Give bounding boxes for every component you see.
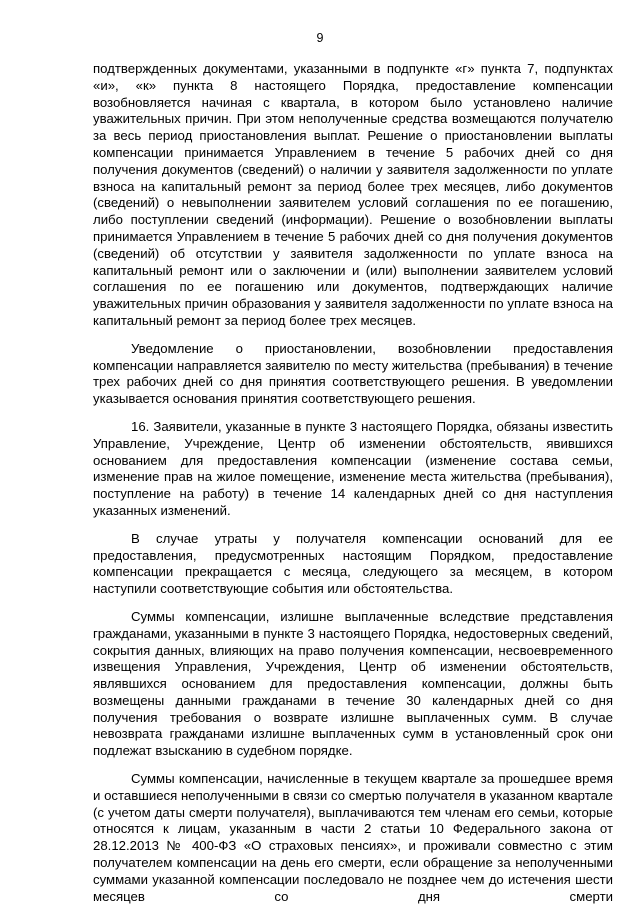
document-body [93, 61, 613, 905]
paragraph-termination: В случае утраты у получателя компенсации оснований для ее предоставления, предусмотренных настоящим Порядком, предоставление компенсации прекращается с месяца, следующего за месяцем, в котором наступили соответствующие события или обстоятельства. [93, 530, 613, 597]
paragraph-overpayment: Суммы компенсации, излишне выплаченные вследствие представления гражданами, указанными в пункте 3 настоящего Порядка, недостоверных сведений, сокрытия данных, влияющих на право получения компенсации, несвоевременного извещения Управления, Учреждения, Центр об изменении обстоятельств, являвшихся основанием для предоставления компенсации, должны быть возмещены данными гражданами в течение 30 календарных дней со дня получения требования о возврате излишне выплаченных сумм. В случае невозврата гражданами излишне выплаченных сумм в установленный срок они подлежат взысканию в судебном порядке. [93, 608, 613, 759]
paragraph-continuation: подтвержденных документами, указанными в подпункте «г» пункта 7, подпунктах «и», «к» пункта 8 настоящего Порядка, предоставление компенсации возобновляется начиная с квартала, в котором было установлено наличие уважительных причин. При этом неполученные средства возмещаются получателю за весь период приостановления выплат. Решение о приостановлении выплаты компенсации принимается Управлением в течение 5 рабочих дней со дня получения документов (сведений) о наличии у заявителя задолженности по уплате взноса на капитальный ремонт за период более трех месяцев, либо документов (сведений) о невыполнении заявителем условий соглашения по ее погашению, либо поступлении сведений (информации). Решение о возобновлении выплаты принимается Управлением в течение 5 рабочих дней со дня получения документов (сведений) об отсутствии у заявителя задолженности по уплате взноса на капитальный ремонт или о заключении и (или) выполнении заявителем условий соглашения по ее погашению или документов, подтверждающих наличие уважительных причин образования у заявителя задолженности по уплате взноса на капитальный ремонт за период более трех месяцев. [93, 61, 613, 328]
paragraph-clause-16: 16. Заявители, указанные в пункте 3 настоящего Порядка, обязаны известить Управление, Учреждение, Центр об изменении обстоятельств, явившихся основанием для предоставления компенсации (изменение состава семьи, изменение прав на жилое помещение, изменение места жительства (пребывания), поступление на работу) в течение 14 календарных дней со дня наступления указанных изменений. [93, 418, 613, 518]
paragraph-notification: Уведомление о приостановлении, возобновлении предоставления компенсации направляется заявителю по месту жительства (пребывания) в течение трех рабочих дней со дня принятия соответствующего решения. В уведомлении указывается основания принятия соответствующего решения. [93, 340, 613, 407]
paragraph-death-payment: Суммы компенсации, начисленные в текущем квартале за прошедшее время и оставшиеся неполученными в связи со смертью получателя в указанном квартале (с учетом даты смерти получателя), выплачиваются тем членам его семьи, которые относятся к лицам, указанным в части 2 статьи 10 Федерального закона от 28.12.2013 № 400-ФЗ «О страховых пенсиях», и проживали совместно с этим получателем компенсации на день его смерти, если обращение за неполученными суммами указанной компенсации последовало не позднее чем до истечения шести месяцев со дня смерти [93, 771, 613, 904]
page-number: 9 [316, 31, 324, 45]
